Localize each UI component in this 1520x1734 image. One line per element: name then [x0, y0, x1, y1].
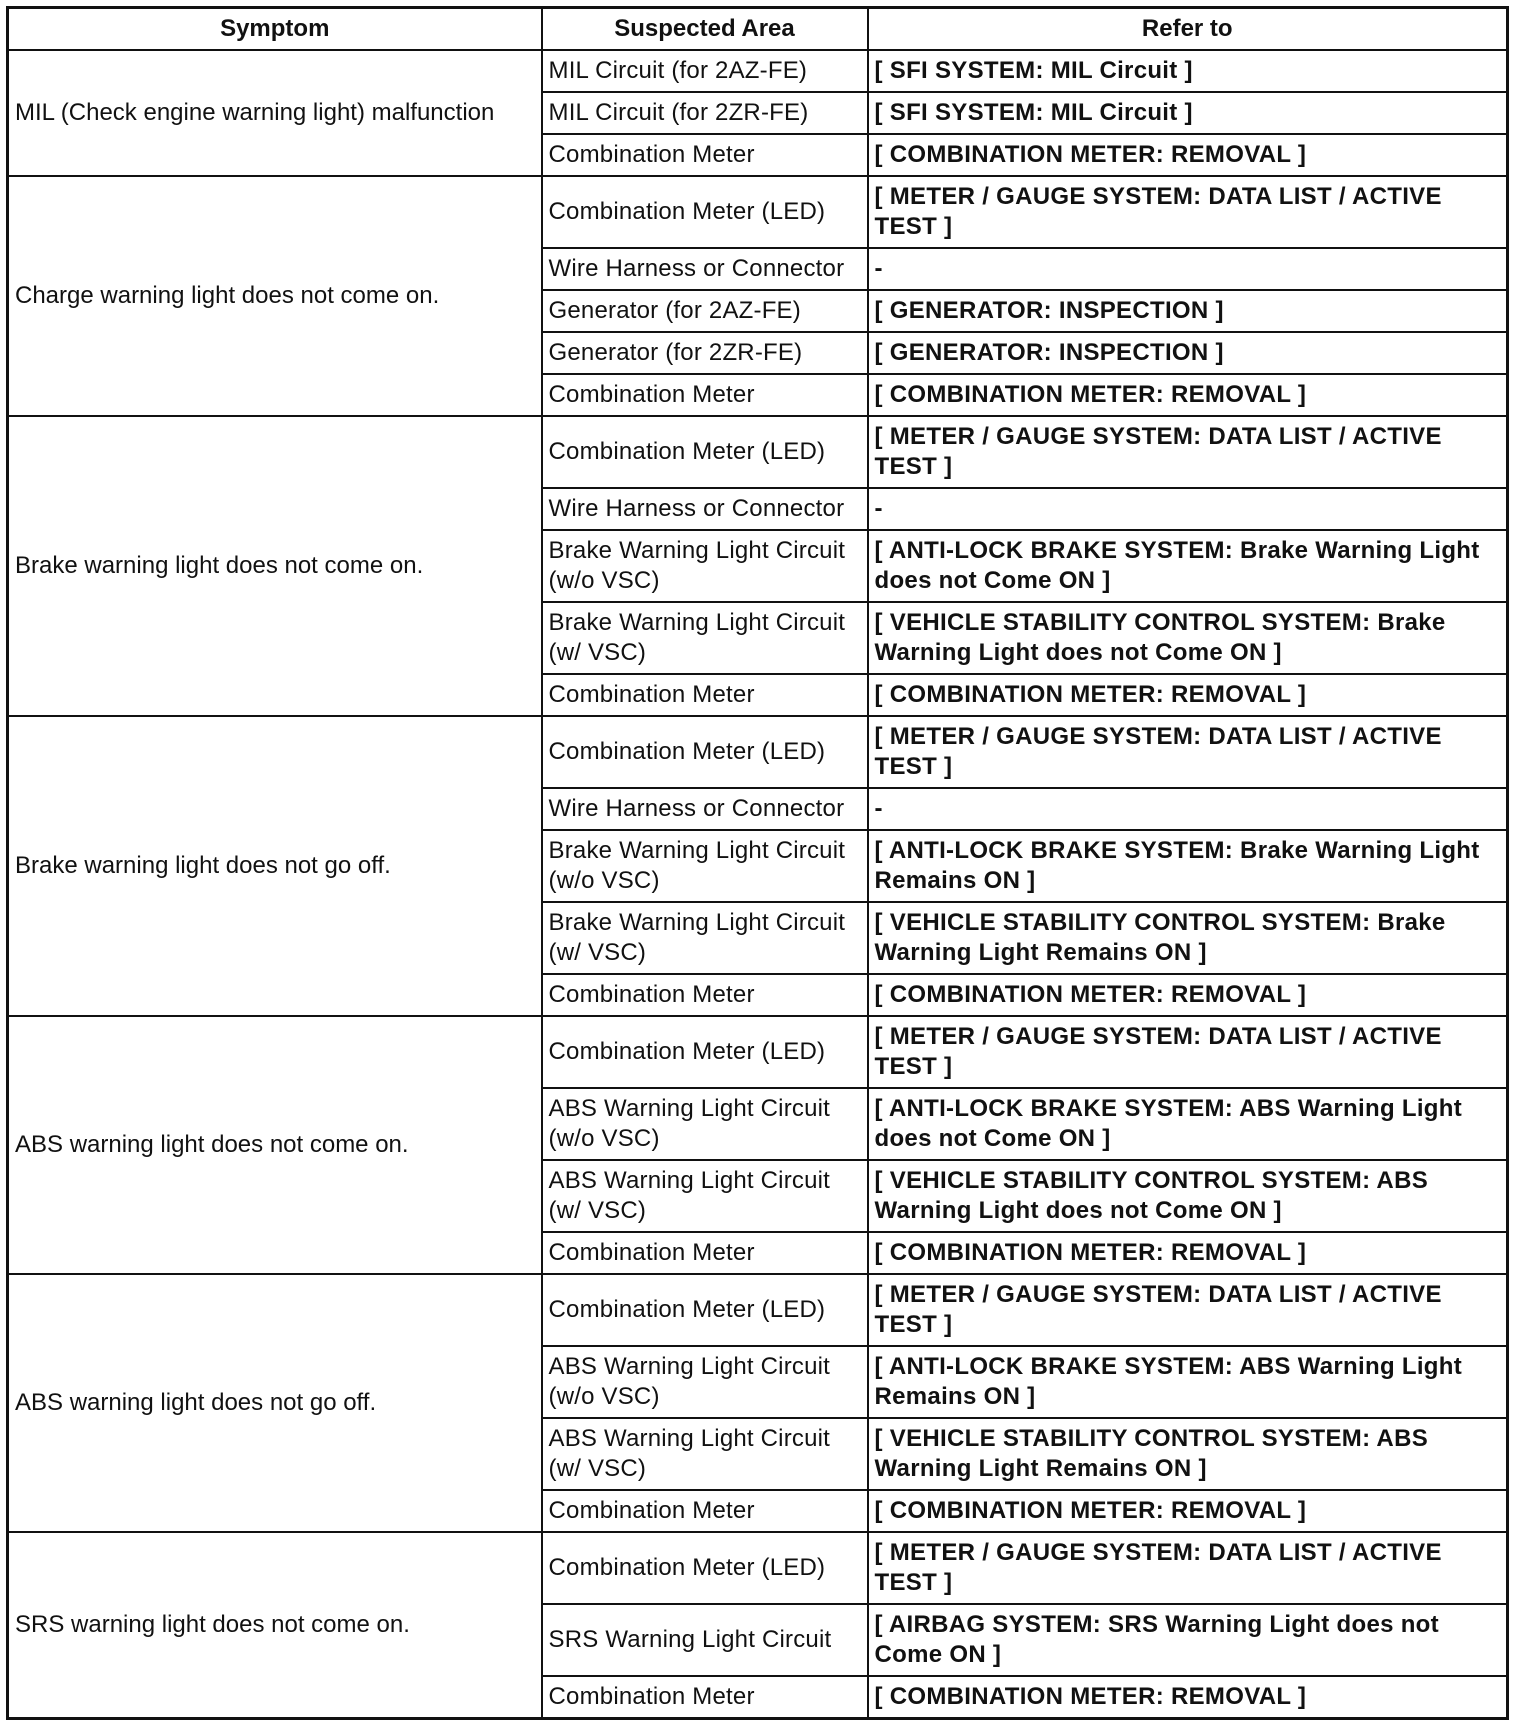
suspected-area-cell: ABS Warning Light Circuit (w/ VSC)	[542, 1418, 868, 1490]
refer-to-cell: [ ANTI-LOCK BRAKE SYSTEM: ABS Warning Light does not Come ON ]	[868, 1088, 1508, 1160]
suspected-area-cell: Brake Warning Light Circuit (w/ VSC)	[542, 902, 868, 974]
refer-to-cell: [ AIRBAG SYSTEM: SRS Warning Light does not Come ON ]	[868, 1604, 1508, 1676]
refer-to-cell: [ VEHICLE STABILITY CONTROL SYSTEM: ABS Warning Light Remains ON ]	[868, 1418, 1508, 1490]
refer-to-cell: [ COMBINATION METER: REMOVAL ]	[868, 134, 1508, 176]
suspected-area-cell: Combination Meter	[542, 1676, 868, 1719]
header-suspected-area: Suspected Area	[542, 8, 868, 51]
refer-to-cell: [ COMBINATION METER: REMOVAL ]	[868, 1490, 1508, 1532]
suspected-area-cell: Combination Meter	[542, 134, 868, 176]
suspected-area-cell: Generator (for 2ZR-FE)	[542, 332, 868, 374]
refer-to-cell: [ VEHICLE STABILITY CONTROL SYSTEM: Brake Warning Light Remains ON ]	[868, 902, 1508, 974]
symptom-cell: ABS warning light does not go off.	[8, 1274, 542, 1532]
table-row	[8, 416, 1508, 488]
refer-to-cell: -	[868, 488, 1508, 530]
symptom-cell: SRS warning light does not come on.	[8, 1532, 542, 1719]
suspected-area-cell: Wire Harness or Connector	[542, 248, 868, 290]
suspected-area-cell: Combination Meter (LED)	[542, 1274, 868, 1346]
table-row	[8, 1016, 1508, 1088]
table-row	[8, 50, 1508, 92]
suspected-area-cell: SRS Warning Light Circuit	[542, 1604, 868, 1676]
suspected-area-cell: Combination Meter (LED)	[542, 176, 868, 248]
suspected-area-cell: Combination Meter	[542, 1490, 868, 1532]
refer-to-cell: [ ANTI-LOCK BRAKE SYSTEM: Brake Warning Light Remains ON ]	[868, 830, 1508, 902]
suspected-area-cell: Combination Meter	[542, 1232, 868, 1274]
suspected-area-cell: Brake Warning Light Circuit (w/ VSC)	[542, 602, 868, 674]
suspected-area-cell: ABS Warning Light Circuit (w/o VSC)	[542, 1088, 868, 1160]
suspected-area-cell: Generator (for 2AZ-FE)	[542, 290, 868, 332]
header-symptom: Symptom	[8, 8, 542, 51]
suspected-area-cell: Wire Harness or Connector	[542, 488, 868, 530]
refer-to-cell: [ METER / GAUGE SYSTEM: DATA LIST / ACTIVE TEST ]	[868, 416, 1508, 488]
suspected-area-cell: Combination Meter	[542, 374, 868, 416]
suspected-area-cell: Combination Meter	[542, 974, 868, 1016]
table-row	[8, 1532, 1508, 1604]
table-row	[8, 716, 1508, 788]
header-refer-to: Refer to	[868, 8, 1508, 51]
symptom-table-container	[6, 6, 1506, 1720]
suspected-area-cell: ABS Warning Light Circuit (w/o VSC)	[542, 1346, 868, 1418]
suspected-area-cell: Combination Meter (LED)	[542, 1016, 868, 1088]
refer-to-cell: [ GENERATOR: INSPECTION ]	[868, 332, 1508, 374]
refer-to-cell: [ COMBINATION METER: REMOVAL ]	[868, 674, 1508, 716]
suspected-area-cell: Combination Meter (LED)	[542, 716, 868, 788]
refer-to-cell: [ SFI SYSTEM: MIL Circuit ]	[868, 50, 1508, 92]
refer-to-cell: [ METER / GAUGE SYSTEM: DATA LIST / ACTIVE TEST ]	[868, 1274, 1508, 1346]
symptom-cell: MIL (Check engine warning light) malfunction	[8, 50, 542, 176]
suspected-area-cell: Combination Meter (LED)	[542, 416, 868, 488]
suspected-area-cell: Combination Meter (LED)	[542, 1532, 868, 1604]
symptom-cell: ABS warning light does not come on.	[8, 1016, 542, 1274]
refer-to-cell: [ ANTI-LOCK BRAKE SYSTEM: Brake Warning Light does not Come ON ]	[868, 530, 1508, 602]
refer-to-cell: [ METER / GAUGE SYSTEM: DATA LIST / ACTIVE TEST ]	[868, 1016, 1508, 1088]
suspected-area-cell: Brake Warning Light Circuit (w/o VSC)	[542, 830, 868, 902]
refer-to-cell: -	[868, 788, 1508, 830]
refer-to-cell: -	[868, 248, 1508, 290]
refer-to-cell: [ VEHICLE STABILITY CONTROL SYSTEM: Brake Warning Light does not Come ON ]	[868, 602, 1508, 674]
refer-to-cell: [ COMBINATION METER: REMOVAL ]	[868, 1676, 1508, 1719]
refer-to-cell: [ COMBINATION METER: REMOVAL ]	[868, 374, 1508, 416]
suspected-area-cell: Combination Meter	[542, 674, 868, 716]
refer-to-cell: [ SFI SYSTEM: MIL Circuit ]	[868, 92, 1508, 134]
suspected-area-cell: MIL Circuit (for 2AZ-FE)	[542, 50, 868, 92]
refer-to-cell: [ COMBINATION METER: REMOVAL ]	[868, 974, 1508, 1016]
refer-to-cell: [ METER / GAUGE SYSTEM: DATA LIST / ACTIVE TEST ]	[868, 1532, 1508, 1604]
table-row	[8, 176, 1508, 248]
suspected-area-cell: Wire Harness or Connector	[542, 788, 868, 830]
refer-to-cell: [ GENERATOR: INSPECTION ]	[868, 290, 1508, 332]
suspected-area-cell: ABS Warning Light Circuit (w/ VSC)	[542, 1160, 868, 1232]
refer-to-cell: [ VEHICLE STABILITY CONTROL SYSTEM: ABS Warning Light does not Come ON ]	[868, 1160, 1508, 1232]
table-row	[8, 1274, 1508, 1346]
header-row	[8, 8, 1508, 51]
refer-to-cell: [ METER / GAUGE SYSTEM: DATA LIST / ACTIVE TEST ]	[868, 716, 1508, 788]
refer-to-cell: [ ANTI-LOCK BRAKE SYSTEM: ABS Warning Light Remains ON ]	[868, 1346, 1508, 1418]
symptom-cell: Charge warning light does not come on.	[8, 176, 542, 416]
suspected-area-cell: Brake Warning Light Circuit (w/o VSC)	[542, 530, 868, 602]
refer-to-cell: [ METER / GAUGE SYSTEM: DATA LIST / ACTIVE TEST ]	[868, 176, 1508, 248]
suspected-area-cell: MIL Circuit (for 2ZR-FE)	[542, 92, 868, 134]
symptom-cell: Brake warning light does not go off.	[8, 716, 542, 1016]
symptom-cell: Brake warning light does not come on.	[8, 416, 542, 716]
refer-to-cell: [ COMBINATION METER: REMOVAL ]	[868, 1232, 1508, 1274]
problem-symptoms-table	[6, 6, 1509, 1720]
